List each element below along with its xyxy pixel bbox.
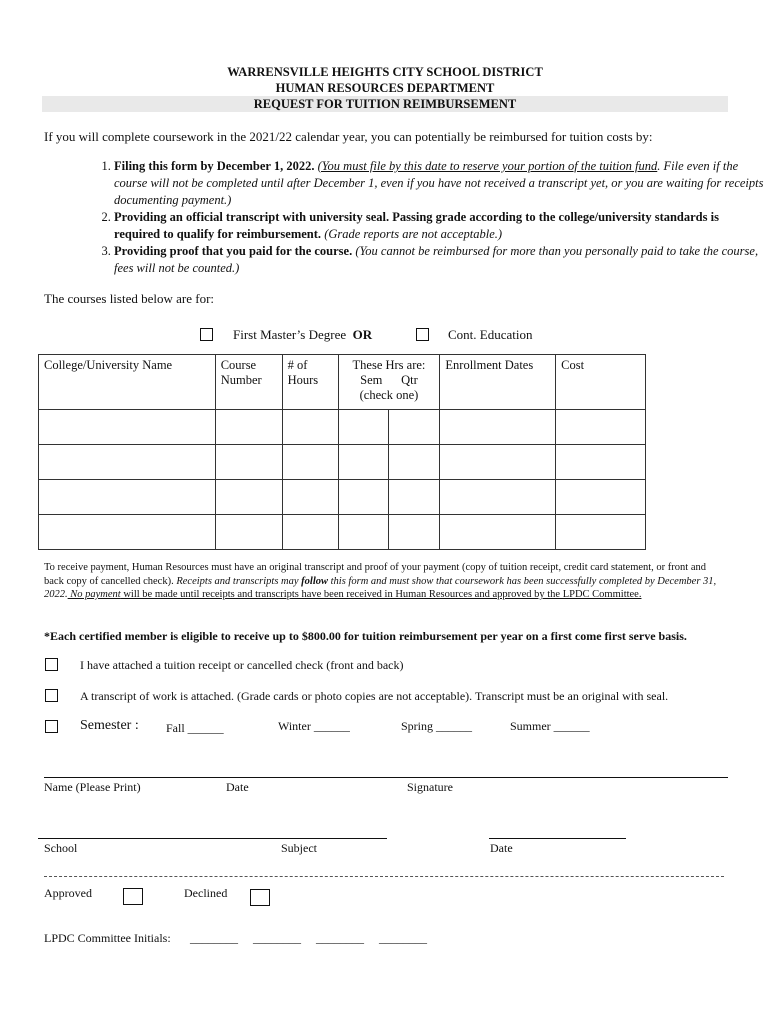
college-cell[interactable] <box>39 445 216 480</box>
hours-cell[interactable] <box>282 515 338 550</box>
transcript-label: A transcript of work is attached. (Grade cards or photo copies are not acceptable). Transcript must be an original with seal. <box>80 689 669 703</box>
approved-label: Approved <box>44 886 92 900</box>
enroll-cell[interactable] <box>440 515 556 550</box>
cost-cell[interactable] <box>556 515 646 550</box>
table-row <box>39 410 646 445</box>
hours-header: # of Hours <box>282 355 338 410</box>
course-cell[interactable] <box>215 445 282 480</box>
table-row <box>39 480 646 515</box>
cont-education-label: Cont. Education <box>448 327 533 342</box>
date-label: Date <box>226 780 249 794</box>
courses-table <box>38 354 646 550</box>
hours-cell[interactable] <box>282 410 338 445</box>
receipt-label: I have attached a tuition receipt or cancelled check (front and back) <box>80 658 404 672</box>
school-label: School <box>44 841 78 855</box>
transcript-checkbox[interactable] <box>45 689 58 702</box>
declined-checkbox[interactable] <box>250 889 270 906</box>
fall-field[interactable]: Fall ______ <box>166 721 224 735</box>
masters-checkbox[interactable] <box>200 328 213 341</box>
receipt-checkbox[interactable] <box>45 658 58 671</box>
semester-checkbox[interactable] <box>45 720 58 733</box>
hours-cell[interactable] <box>282 480 338 515</box>
qtr-cell[interactable] <box>389 480 440 515</box>
signature-line[interactable] <box>44 777 728 778</box>
course-cell[interactable] <box>215 515 282 550</box>
qtr-cell[interactable] <box>389 410 440 445</box>
requirement-item <box>114 243 764 277</box>
eligibility-note: *Each certified member is eligible to receive up to $800.00 for tuition reimbursement per year on a first come first serve basis. <box>44 629 687 643</box>
approved-checkbox[interactable] <box>123 888 143 905</box>
hours-cell[interactable] <box>282 445 338 480</box>
lpdc-initials-label: LPDC Committee Initials: <box>44 931 171 945</box>
college-cell[interactable] <box>39 515 216 550</box>
sem-cell[interactable] <box>338 445 389 480</box>
cost-cell[interactable] <box>556 410 646 445</box>
course-number-header: Course Number <box>215 355 282 410</box>
qtr-cell[interactable] <box>389 515 440 550</box>
date-line[interactable] <box>489 838 626 839</box>
college-cell[interactable] <box>39 410 216 445</box>
sem-cell[interactable] <box>338 480 389 515</box>
name-label: Name (Please Print) <box>44 780 141 794</box>
table-row <box>39 445 646 480</box>
summer-field[interactable]: Summer ______ <box>510 719 590 733</box>
department-title: HUMAN RESOURCES DEPARTMENT <box>275 81 495 95</box>
qtr-cell[interactable] <box>389 445 440 480</box>
declined-label: Declined <box>184 886 228 900</box>
course-cell[interactable] <box>215 480 282 515</box>
enroll-cell[interactable] <box>440 480 556 515</box>
requirement-item <box>114 209 764 243</box>
requirement-1-underlined: (You must file by this date to reserve your portion of the tuition fund <box>317 159 658 173</box>
requirement-1-italic: . File even if the course will not be completed until after December 1, even if you have not received a transcript yet, or you are waiting for receipts documenting payment.) <box>114 159 764 207</box>
course-cell[interactable] <box>215 410 282 445</box>
form-title: REQUEST FOR TUITION REIMBURSEMENT <box>42 96 728 112</box>
cost-cell[interactable] <box>556 445 646 480</box>
winter-field[interactable]: Winter ______ <box>278 719 350 733</box>
intro-text: If you will complete coursework in the 2021/22 calendar year, you can potentially be reimbursed for tuition costs by: <box>44 129 653 144</box>
spring-field[interactable]: Spring ______ <box>401 719 473 733</box>
date2-label: Date <box>490 841 513 855</box>
requirement-3-bold: Providing proof that you paid for the course. <box>114 244 353 258</box>
enroll-cell[interactable] <box>440 410 556 445</box>
requirement-item <box>114 158 764 209</box>
sem-cell[interactable] <box>338 410 389 445</box>
requirement-2-bold: Providing an official transcript with university seal. Passing grade according to the college/university standards is required to qualify for reimbursement. <box>114 210 719 241</box>
masters-label: First Master’s Degree OR <box>233 327 373 342</box>
lpdc-initials-blanks[interactable]: ________ ________ ________ ________ <box>190 931 427 945</box>
requirements-list <box>80 158 764 277</box>
courses-for-label: The courses listed below are for: <box>44 291 215 306</box>
sem-cell[interactable] <box>338 515 389 550</box>
table-row <box>39 515 646 550</box>
hrs-type-header: These Hrs are: Sem Qtr (check one) <box>338 355 440 410</box>
semester-label: Semester : <box>80 718 139 733</box>
cost-cell[interactable] <box>556 480 646 515</box>
cost-header: Cost <box>556 355 646 410</box>
school-subject-line[interactable] <box>38 838 387 839</box>
subject-label: Subject <box>281 841 317 855</box>
payment-instructions: To receive payment, Human Resources must have an original transcript and proof of your payment (copy of tuition receipt, credit card statement, or front and back copy of cancelled check). Receipts and transcripts may follow this form and must show that coursework has been successfully completed by December 31, 2022. No payment will be made until receipts and transcripts have been received in Human Resources and approved by the LPDC Committee. <box>44 562 717 600</box>
enrollment-header: Enrollment Dates <box>440 355 556 410</box>
or-label: OR <box>352 327 373 342</box>
district-title: WARRENSVILLE HEIGHTS CITY SCHOOL DISTRICT <box>227 65 543 79</box>
college-cell[interactable] <box>39 480 216 515</box>
office-use-divider <box>44 876 724 877</box>
signature-label: Signature <box>407 780 453 794</box>
enroll-cell[interactable] <box>440 445 556 480</box>
college-header: College/University Name <box>39 355 216 410</box>
cont-education-checkbox[interactable] <box>416 328 429 341</box>
table-header-row <box>39 355 646 410</box>
requirement-1-bold: Filing this form by December 1, 2022. <box>114 159 318 173</box>
requirement-3-italic: (You cannot be reimbursed for more than you personally paid to take the course, fees will not be counted.) <box>114 244 759 275</box>
requirement-2-italic: (Grade reports are not acceptable.) <box>321 227 503 241</box>
